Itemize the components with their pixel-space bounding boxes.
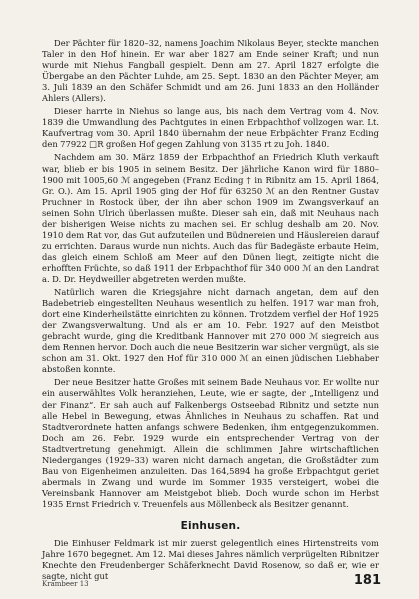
body-text [42, 38, 379, 510]
paragraph: Die Einhuser Feldmark ist mir zuerst gelegentlich eines Hirtenstreits vom Jahre 1670 begegnet. Am 12. Mai dieses Jahres nämlich verprügelten Ribnitzer Knechte den Freudenberger Schäferknecht David Rosenow, so daß er, wie er sagte, nicht gut [42, 537, 379, 582]
printer-signature: Krambeer 13 [42, 580, 89, 588]
page-footer [42, 574, 381, 588]
page-number: 181 [353, 573, 381, 588]
paragraph: Der Pächter für 1820–32, namens Joachim Nikolaus Beyer, steckte manchen Taler in den Hof hinein. Er war aber 1827 am Ende seiner Kraft; und nun wurde mit Niehus Fangball gespielt. Denn am 27. April 1827 erfolgte die Übergabe an den Pächter Luhde, am 25. Sept. 1830 an den Pächter Meyer, am 3. Juli 1839 an den Schäfer Schmidt und am 26. Juni 1833 an den Holländer Ahlers (Allers). [42, 38, 379, 104]
paragraph: Natürlich waren die Kriegsjahre nicht darnach angetan, dem auf den Badebetrieb eingestellten Neuhaus wesentlich zu helfen. 1917 war man froh, dort eine Kinderheilstätte einrichten zu können. Trotzdem verfiel der Hof 1925 der Zwangsverwaltung. Und als er am 10. Febr. 1927 auf den Meistbot gebracht wurde, ging die Kreditbank Hannover mit 270 000 ℳ siegreich aus dem Rennen hervor. Doch auch die neue Besitzerin war sicher vergnügt, als sie schon am 31. Okt. 1927 den Hof für 310 000 ℳ an einen jüdischen Liebhaber abstoßen konnte. [42, 287, 379, 375]
paragraph: Dieser harrte in Niehus so lange aus, bis nach dem Vertrag vom 4. Nov. 1839 die Umwandlung des Pachtgutes in einen Erbpachthof vollzogen war. Lt. Kaufvertrag vom 30. April 1840 übernahm der neue Erbpächter Franz Ecding den 77922 □R großen Hof gegen Zahlung von 3135 rt zu Joh. 1840. [42, 106, 379, 150]
paragraph: Der neue Besitzer hatte Großes mit seinem Bade Neuhaus vor. Er wollte nur ein auserwähltes Volk heranziehen, Leute, wie er sagte, der „Intelligenz und der Finanz“. Er sah auch auf Falkenbergs Ostseebad Ribnitz und setzte nun alle Hebel in Bewegung, etwas Ähnliches in Neuhaus zu schaffen. Rat und Stadtverordnete hatten anfangs schwere Bedenken, ihm entgegenzukommen. Doch am 26. Febr. 1929 wurde ein entsprechender Vertrag von der Stadtvertretung genehmigt. Allein die schlimmen Jahre wirtschaftlichen Niederganges (1929–33) waren nicht darnach angetan, die Großstädter zum Bau von Eigenheimen anzuleiten. Das 164,5894 ha große Erbpachtgut geriet abermals in Zwang und wurde im Sommer 1935 versteigert, wobei die Vereinsbank Hannover am Meistgebot blieb. Doch wurde schon im Herbst 1935 Ernst Friedrich v. Treuenfels aus Möllenbeck als Besitzer genannt. [42, 377, 379, 509]
section-heading: Einhusen. [180, 519, 241, 532]
paragraph: Nachdem am 30. März 1859 der Erbpachthof an Friedrich Kluth verkauft war, blieb er bis 1905 in seinem Besitz. Der jährliche Kanon wird für 1880–1900 mit 1005,60 ℳ angegeben (Franz Ecding † in Ribnitz am 15. April 1864, Gr. O.). Am 15. April 1905 ging der Hof für 63250 ℳ an den Rentner Gustav Pruchner in Rostock über, der ihn aber schon 1909 im Zwangsverkauf an seinen Sohn Ulrich überlassen mußte. Dieser sah ein, daß mit Neuhaus nach der bisherigen Weise nichts zu machen sei. Er schlug deshalb am 20. Nov. 1910 dem Rat vor, das Gut aufzuteilen und Büdnereien und Häuslereien darauf zu errichten. Daraus wurde nun nichts. Auch das für Badegäste erbaute Heim, das gleich einem Schloß am Meer auf den Dünen liegt, zeitigte nicht die erhofften Früchte, so daß 1911 der Erbpachthof für 340 000 ℳ an den Landrat a. D. Dr. Heydweiller abgetreten werden mußte. [42, 152, 379, 284]
